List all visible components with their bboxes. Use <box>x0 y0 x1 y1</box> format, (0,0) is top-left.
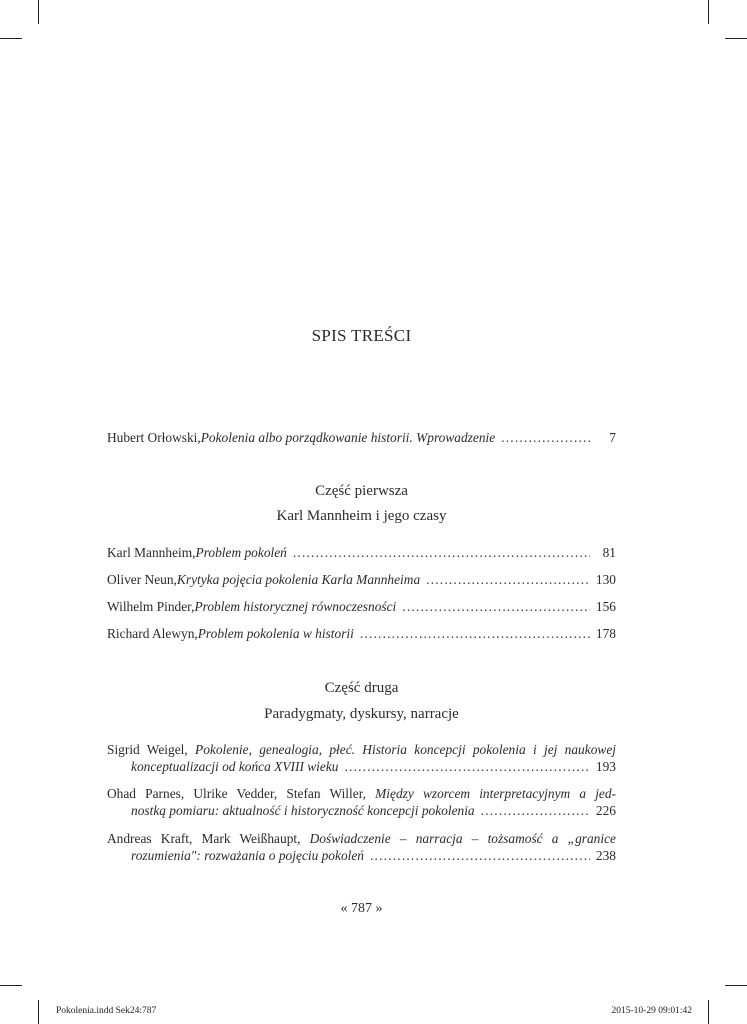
toc-author: Richard Alewyn, <box>107 626 198 641</box>
toc-author: Sigrid Weigel, <box>107 742 196 757</box>
leader-dots <box>402 598 590 615</box>
toc-page-number: 156 <box>595 599 616 614</box>
toc-title: Doświadczenie – narracja – tożsamość a „granice <box>309 831 616 846</box>
crop-mark <box>0 38 22 39</box>
slug-file: Pokolenia.indd Sek24:787 <box>56 1006 157 1016</box>
toc-page-number: 178 <box>595 626 616 641</box>
leader-dots <box>370 847 590 864</box>
toc-author: Andreas Kraft, Mark Weißhaupt, <box>107 831 310 846</box>
part-label: Część pierwsza <box>315 483 408 499</box>
leader-dots <box>360 625 590 642</box>
crop-mark <box>38 1000 39 1024</box>
toc-author: Ohad Parnes, Ulrike Vedder, Stefan Willer, <box>107 786 376 801</box>
toc-author: Wilhelm Pinder, <box>107 599 195 614</box>
leader-dots <box>344 758 589 775</box>
crop-mark <box>708 1000 709 1024</box>
leader-dots <box>426 571 590 588</box>
toc-author: Hubert Orłowski, <box>107 430 201 445</box>
part-title: Paradygmaty, dyskursy, narracje <box>264 706 459 722</box>
crop-mark <box>725 985 747 986</box>
toc-page-number: 7 <box>609 430 616 445</box>
part-title: Karl Mannheim i jego czasy <box>276 508 447 524</box>
toc-title-continued: konceptualizacji od końca XVIII wieku <box>131 759 339 774</box>
toc-page-number: 226 <box>595 803 616 818</box>
toc-title-continued: rozumienia": rozważania o pojęciu pokoleń <box>131 848 364 863</box>
toc-title: Problem pokolenia w historii <box>197 626 354 641</box>
leader-dots <box>481 802 590 819</box>
toc-title-continued: nostką pomiaru: aktualność i historyczność koncepcji pokolenia <box>131 803 475 818</box>
toc-title: Problem pokoleń <box>195 545 287 560</box>
toc-entry[interactable] <box>107 785 616 819</box>
page-title: SPIS TREŚCI <box>311 326 412 345</box>
toc-entry[interactable] <box>107 625 616 642</box>
toc-author: Oliver Neun, <box>107 572 177 587</box>
toc-page-number: 193 <box>595 759 616 774</box>
toc-entry[interactable] <box>107 830 616 864</box>
toc-page-number: 238 <box>595 848 616 863</box>
page-number: « 787 » <box>340 901 383 916</box>
toc-page-number: 81 <box>602 545 616 560</box>
leader-dots <box>501 429 590 446</box>
toc-entry[interactable] <box>107 741 616 775</box>
slug-date: 2015-10-29 09:01:42 <box>611 1006 692 1016</box>
toc-title: Pokolenia albo porządkowanie historii. Wprowadzenie <box>200 430 496 445</box>
crop-mark <box>708 0 709 24</box>
toc-page-number: 130 <box>595 572 616 587</box>
leader-dots <box>293 544 590 561</box>
toc-entry[interactable] <box>107 571 616 588</box>
toc-author: Karl Mannheim, <box>107 545 196 560</box>
part-label: Część druga <box>324 680 399 696</box>
toc-entry[interactable] <box>107 598 616 615</box>
toc-title: Problem historycznej równoczesności <box>194 599 397 614</box>
toc-title: Pokolenie, genealogia, płeć. Historia koncepcji pokolenia i jej naukowej <box>195 742 616 757</box>
toc-title: Między wzorcem interpretacyjnym a jed- <box>375 786 617 801</box>
crop-mark <box>38 0 39 24</box>
toc-entry[interactable] <box>107 544 616 561</box>
crop-mark <box>0 985 22 986</box>
toc-title: Krytyka pojęcia pokolenia Karla Mannheima <box>176 572 421 587</box>
crop-mark <box>725 38 747 39</box>
toc-entry-intro[interactable] <box>107 429 616 446</box>
